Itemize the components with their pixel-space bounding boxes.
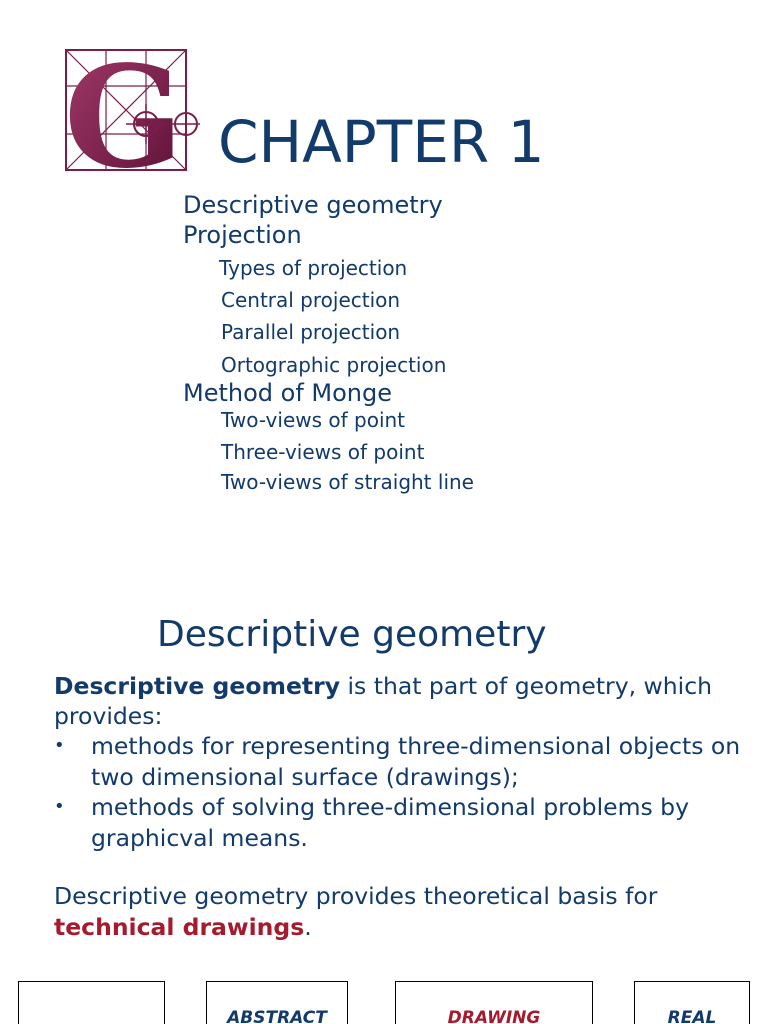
intro-term: Descriptive geometry <box>54 672 341 700</box>
bullet-text: methods of solving three-dimensional problems by graphicval means. <box>91 793 690 852</box>
toc-subitem: Ortographic projection <box>221 353 447 377</box>
box-label: ABSTRACT <box>227 1008 327 1024</box>
svg-text:G: G <box>64 46 184 176</box>
box-label: DRAWING <box>447 1008 541 1024</box>
box-label: REAL <box>667 1008 717 1024</box>
toc-item: Projection <box>183 221 302 249</box>
bullet-text: methods for representing three-dimensional objects on two dimensional surface (drawings); <box>91 732 741 791</box>
diagram-box-abstract <box>206 981 348 1024</box>
toc-subitem: Parallel projection <box>221 320 401 344</box>
list-item <box>54 792 754 853</box>
chapter-title: CHAPTER 1 <box>218 108 545 176</box>
basis-accent: technical drawings <box>54 912 305 941</box>
toc-subitem: Three-views of point <box>221 440 425 464</box>
basis-text: Descriptive geometry provides theoretical basis for <box>54 882 658 910</box>
geometry-logo-icon <box>62 46 202 176</box>
diagram-box-drawing <box>395 981 593 1024</box>
bullet-dot: • <box>54 735 65 756</box>
toc-item: Descriptive geometry <box>183 191 443 219</box>
toc-item: Method of Monge <box>183 379 393 407</box>
basis-end: . <box>304 912 312 941</box>
section-intro <box>54 671 744 731</box>
bullet-list <box>54 731 754 853</box>
toc-subitem: Two-views of straight line <box>221 470 474 494</box>
diagram-box-real <box>634 981 750 1024</box>
diagram-box-1 <box>18 981 165 1024</box>
intro-text: is that part of geometry, which provides: <box>54 672 713 730</box>
section-title: Descriptive geometry <box>157 614 547 655</box>
toc-subitem: Two-views of point <box>221 408 406 432</box>
basis-paragraph <box>54 881 754 942</box>
bullet-dot: • <box>54 796 65 817</box>
toc-subitem: Types of projection <box>219 256 408 280</box>
list-item <box>54 731 754 792</box>
toc-subitem: Central projection <box>221 288 401 312</box>
